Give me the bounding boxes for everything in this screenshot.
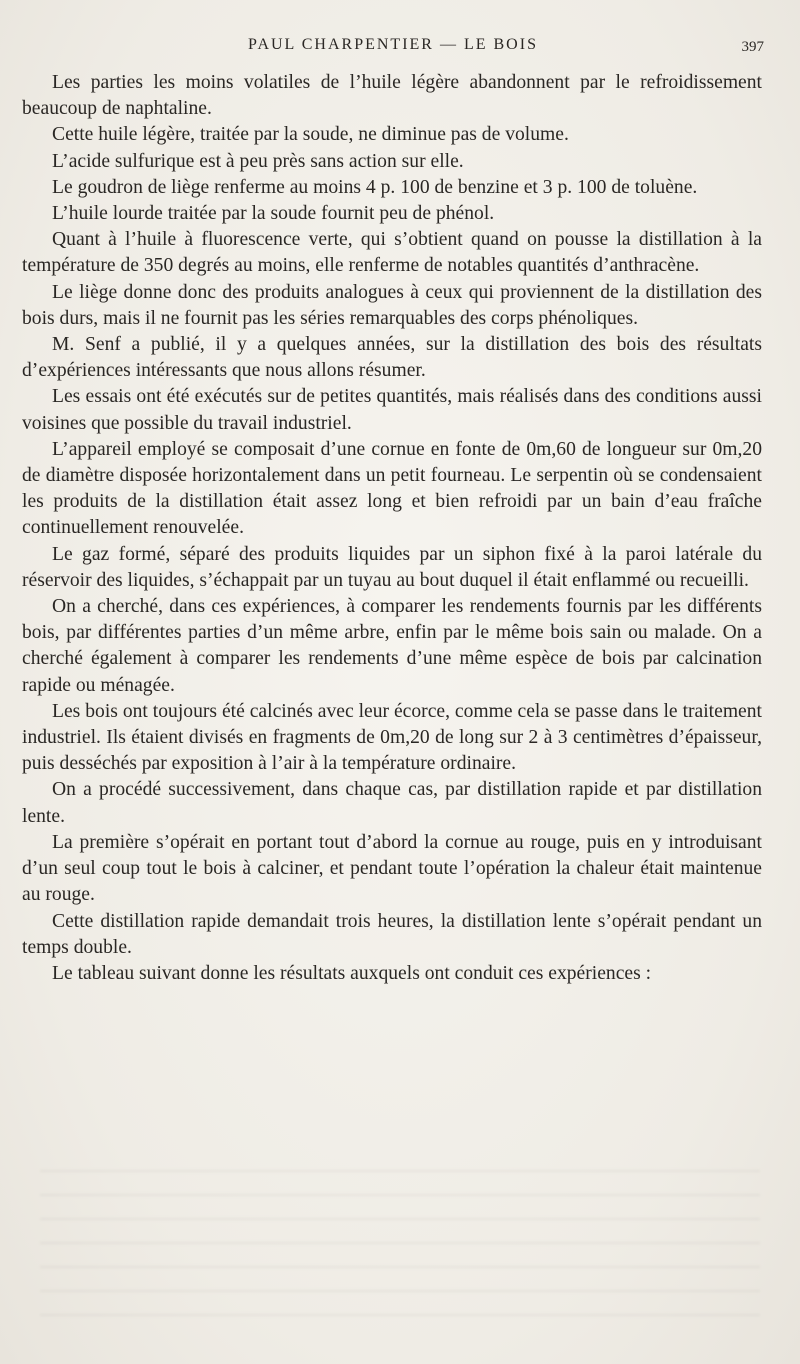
paragraph: Le tableau suivant donne les résultats auxquels ont conduit ces expériences :: [52, 962, 652, 984]
paragraph: On a procédé successivement, dans chaque cas, par distillation rapide et par distillation lente.: [22, 779, 762, 827]
bleed-through-texture: [40, 1170, 760, 1320]
paragraph: Les bois ont toujours été calcinés avec leur écorce, comme cela se passe dans le traitement industriel. Ils étaient divisés en fragments de 0m,20 de long sur 2 à 3 centimètres d’épaisseur, puis desséchés par exposition à l’air à la température ordinaire.: [22, 700, 762, 775]
paragraph: Quant à l’huile à fluorescence verte, qui s’obtient quand on pousse la distillation à la température de 350 degrés au moins, elle renferme de notables quantités d’anthracène.: [22, 229, 762, 277]
paragraph: M. Senf a publié, il y a quelques années, sur la distillation des bois des résultats d’expériences intéressants que nous allons résumer.: [22, 334, 762, 382]
paragraph: La première s’opérait en portant tout d’abord la cornue au rouge, puis en y introduisant d’un seul coup tout le bois à calciner, et pendant toute l’opération la chaleur était maintenue au rouge.: [22, 831, 762, 906]
paragraph: L’appareil employé se composait d’une cornue en fonte de 0m,60 de longueur sur 0m,20 de diamètre disposée horizontalement dans un petit fourneau. Le serpentin où se condensaient les produits de la distillation était assez long et bien refroidi par un bain d’eau fraîche continuellement renouvelée.: [22, 438, 762, 539]
paragraph: Le goudron de liège renferme au moins 4 p. 100 de benzine et 3 p. 100 de toluène.: [52, 176, 698, 198]
body-text: [22, 70, 762, 987]
paragraph: L’huile lourde traitée par la soude fournit peu de phénol.: [52, 203, 495, 225]
paragraph: Cette huile légère, traitée par la soude, ne diminue pas de volume.: [52, 124, 569, 146]
paragraph: Cette distillation rapide demandait trois heures, la distillation lente s’opérait pendant un temps double.: [22, 910, 762, 958]
paragraph: On a cherché, dans ces expériences, à comparer les rendements fournis par les différents bois, par différentes parties d’un même arbre, enfin par le même bois sain ou malade. On a cherché également à comparer les rendements d’une même espèce de bois par calcination rapide ou ménagée.: [22, 596, 762, 696]
page-header: [22, 36, 764, 60]
paragraph: L’acide sulfurique est à peu près sans action sur elle.: [52, 150, 464, 172]
page-number: 397: [741, 39, 764, 55]
paragraph: Les essais ont été exécutés sur de petites quantités, mais réalisés dans des conditions aussi voisines que possible du travail industriel.: [22, 386, 762, 434]
paragraph: Le gaz formé, séparé des produits liquides par un siphon fixé à la paroi latérale du réservoir des liquides, s’échappait par un tuyau au bout duquel il était enflammé ou recueilli.: [22, 543, 762, 591]
running-head: PAUL CHARPENTIER — LE BOIS: [248, 36, 538, 53]
paragraph: Le liège donne donc des produits analogues à ceux qui proviennent de la distillation des bois durs, mais il ne fournit pas les séries remarquables des corps phénoliques.: [22, 281, 762, 329]
paragraph: Les parties les moins volatiles de l’huile légère abandonnent par le refroidissement beaucoup de naphtaline.: [22, 72, 762, 120]
